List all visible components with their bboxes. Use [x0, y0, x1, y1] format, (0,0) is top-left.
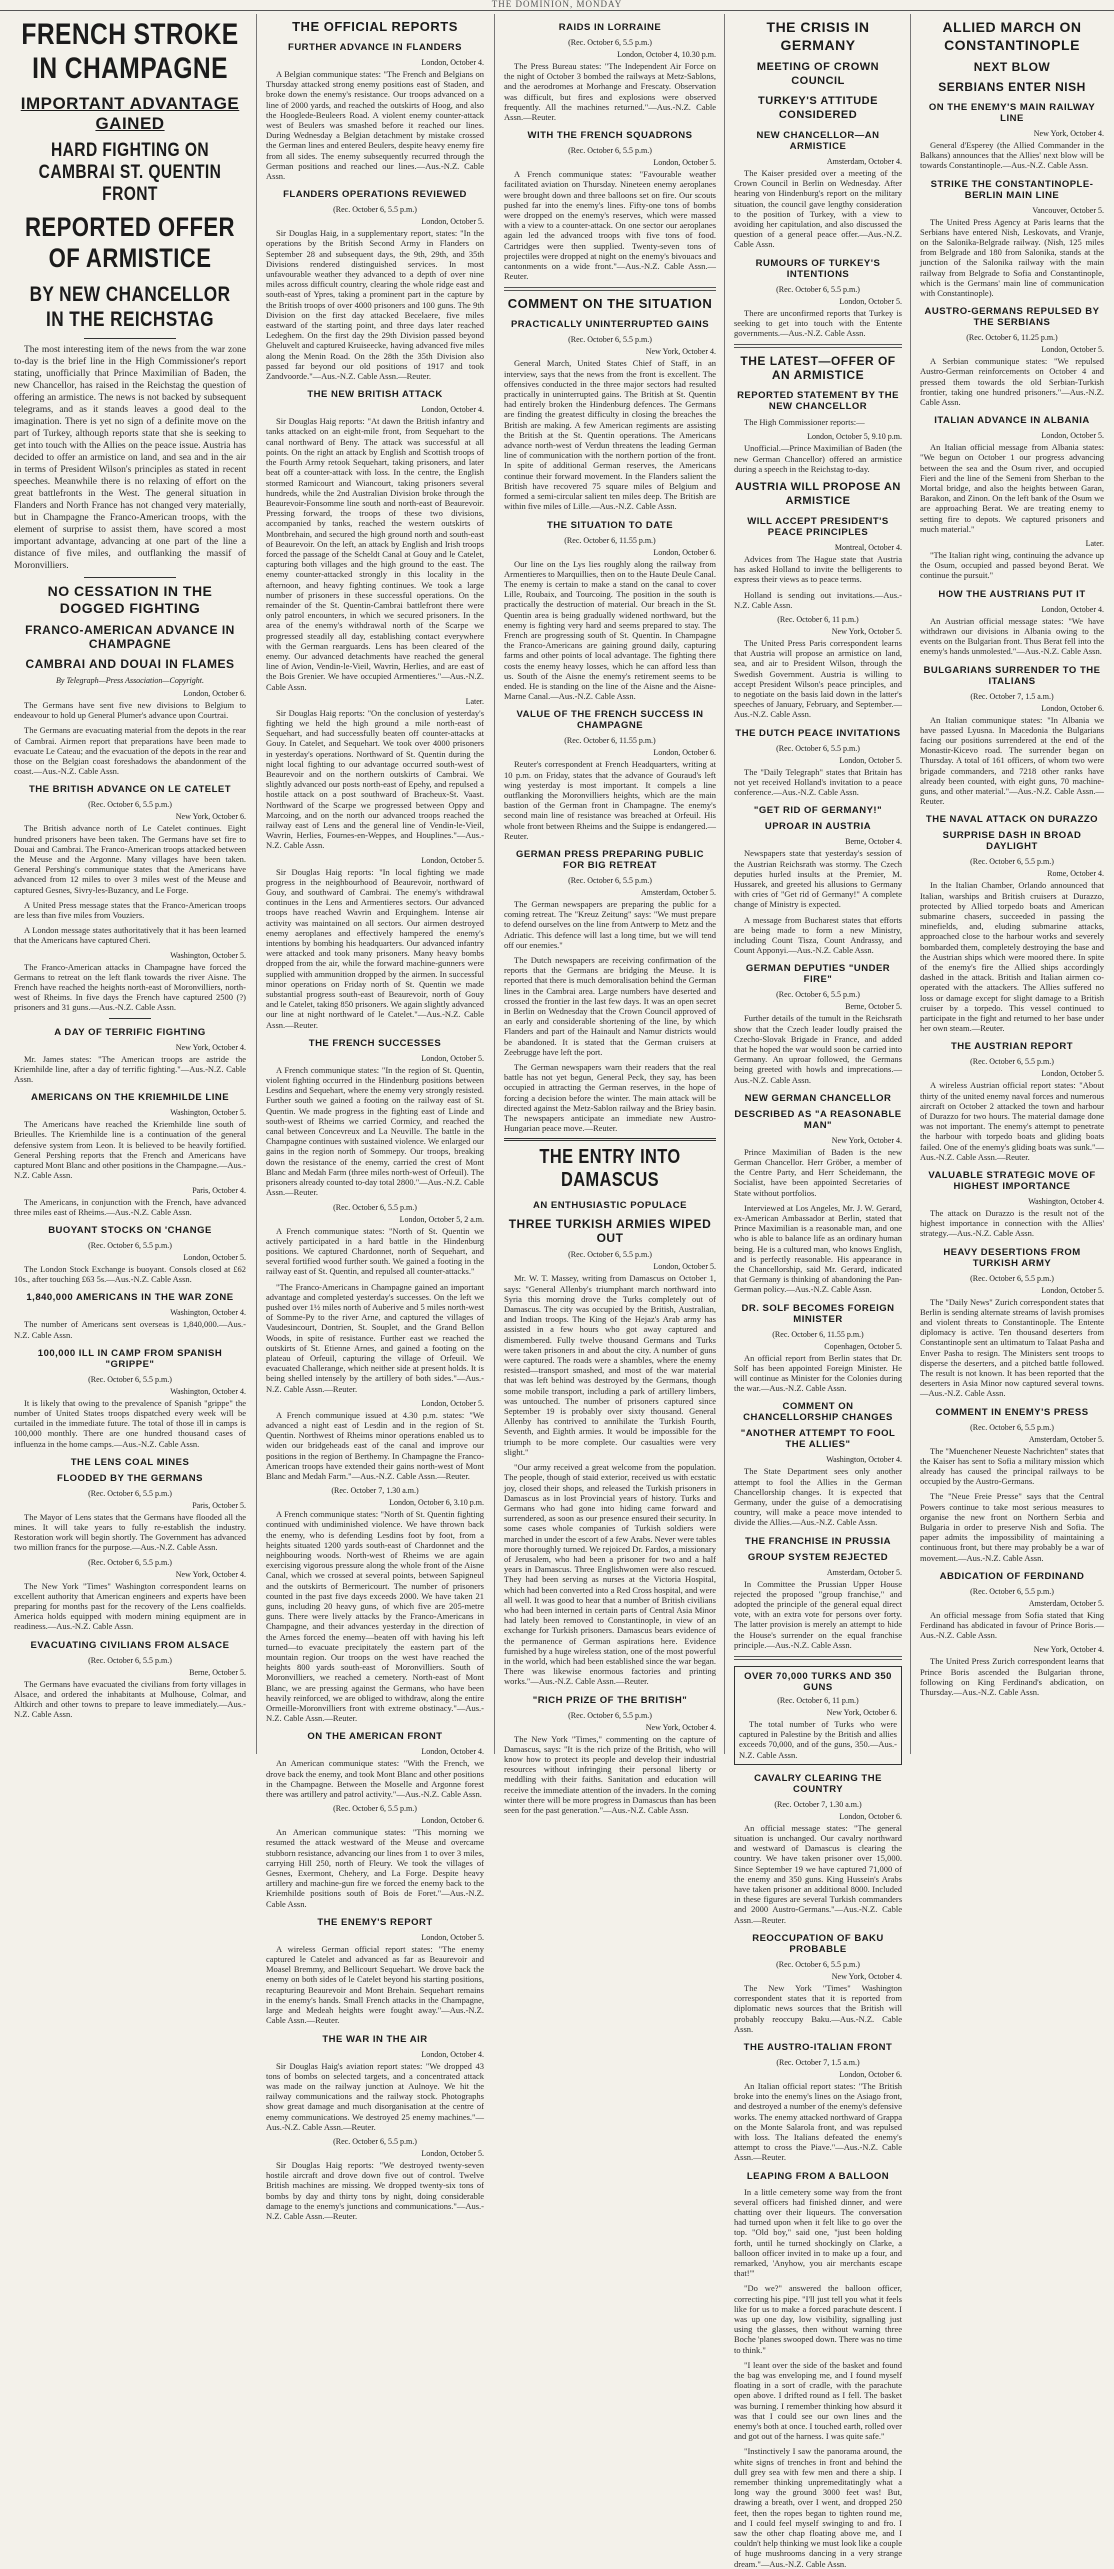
article-headline: THE LENS COAL MINES — [70, 1456, 190, 1468]
article-text: Reuter's correspondent at French Headquarters, writing at 10 p.m. on Friday, states that the advance of Gouraud's left wing yesterday is most important. It compels a line outflanking the Moronvilliers heights, which are the main bastion of the German front in Champagne. The enemy's second main line of resistance was breached at Orfeuil. His whole front between Rheims and the Suippe is endangered.—Reuter. — [504, 759, 716, 841]
article-text: The attack on Durazzo is the result not of the highest importance in connection with the Allies' strategy.—Aus.-N.Z. Cable Assn. — [920, 1208, 1104, 1239]
article-headline: ON THE AMERICAN FRONT — [307, 1731, 443, 1743]
dateline: London, October 6. — [653, 547, 716, 557]
article-headline: VALUE OF THE FRENCH SUCCESS IN CHAMPAGNE — [516, 709, 704, 732]
column-5 — [728, 14, 908, 2569]
column-1 — [8, 14, 252, 1754]
article-text: A French communique states: "Favourable weather facilitated aviation on Thursday. Nineteen enemy aeroplanes were brought down and three balloons set on fire. Our scouts pushed far into the enemy's lines. Fifty-one tons of bombs were dropped on the enemy's reserves, which were massed with a view to a counter-attack. On one sector our aeroplanes again led the advanced troops with five tons of food. Cartridges were then supplied. Twenty-seven tons of projectiles were dropped at night on the enemy's bivouacs and cantonments on a wide front."—Aus.-N.Z. Cable Assn.—Reuter. — [504, 169, 716, 282]
column-rule — [494, 14, 495, 1754]
dateline: New York, October 4. — [1033, 1645, 1104, 1655]
article-headline: THE AUSTRIAN REPORT — [950, 1041, 1074, 1053]
article-text: Further details of the tumult in the Reichsrath show that the Czech leader loudly praised the Czecho-Slovak Brigade in France, and added that he hoped the war would soon be carried into Germany. An uproar followed, the Germans being greeted with howls and imprecations.—Aus.-N.Z. Cable Assn. — [734, 1013, 902, 1085]
dateline: London, October 5, 9.10 p.m. — [807, 432, 902, 442]
article-text: A French communique states: "North of St. Quentin we actively participated in a hard battle in the Hindenburg positions. We captured Chardonnet, north of Sequehart, and several fortified wood further south. We gained a footing in the railway east of St. Quentin, and repulsed all counter-attacks." — [266, 1225, 484, 1277]
dateline: London, October 5. — [1041, 1285, 1104, 1295]
article-headline: THE FRANCHISE IN PRUSSIA — [744, 1535, 892, 1547]
column-2 — [260, 14, 490, 2221]
article-headline: AMERICANS ON THE KRIEMHILDE LINE — [30, 1092, 230, 1104]
dateline: New York, October 4. — [831, 1971, 902, 1981]
received-line: (Rec. October 6, 5.5 p.m.) — [776, 284, 860, 294]
dateline: New York, October 4. — [175, 1569, 246, 1579]
dateline: London, October 4. — [421, 58, 484, 67]
dateline: London, October 4. — [1041, 604, 1104, 614]
article-text: The State Department sees only another attempt to fool the Allies in the German Chancellorship changes. It is expected that Germany, under the guise of a democratising country, will make a peace move intended to divide the Allies.—Aus.-N.Z. Cable Assn. — [734, 1466, 902, 1528]
article-text: A London message states authoritatively that it has been learned that the Americans have captured Cheri. — [14, 925, 246, 946]
boxed-item — [734, 1666, 902, 1765]
article-text: It is likely that owing to the prevalence of Spanish "grippe" the number of United States troops dispatched every week will be curtailed in the immediate future. The total of those ill in camps is 100,000 monthly. There are one hundred thousand cases of influenza in the home camps.—Aus.-N.Z. Cable Assn. — [14, 1397, 246, 1449]
article-text: Sir Douglas Haig reports: "On the conclusion of yesterday's fighting we held the high ground a mile north-east of Sequehart, and had successfully beaten off counter-attacks at Gouy. In Catelet, and Sequehart. We took over 4000 prisoners in yesterday's operations. Northward of St. Quentin during the night local fighting to our advantage occurred south-west of Beaurevoir and on the northern outskirts of Cambrai. We slightly advanced our posts north-east of Epehy, and repulsed a hostile attack on a post southward of Bracheux-St. Vaast. Northward of the Scarpe we progressed between Oppy and Marcoing, and on the north our advanced troops reached the railway east of Lens and the general line of Vendin-le-Vieil, Wavrin, Herlies, Fournes-en-Weppes, and Houplines."—Aus.-N.Z. Cable Assn. — [266, 707, 484, 851]
article-text: The Franco-American attacks in Champagne have forced the Germans to retreat on the left flank towards the river Aisne. The French have reached the heights north-east of Moronvilliers, north-west of Rheims. In five days the French have captured 2500 (?) prisoners and 31 guns.—Aus.-N.Z. Cable Assn. — [14, 961, 246, 1013]
received-line: (Rec. October 6, 5.5 p.m.) — [568, 1250, 652, 1260]
article-text: General March, United States Chief of Staff, in an interview, says that the news from the front is excellent. The offensives conducted in the three major sectors had resulted practically in uninterrupted gains. The British at St. Quentin had entirely broken the Hindenburg defences. The Germans are finding the greatest difficulty in closing the breaches the British are making. A few American regiments are assisting the British at the St. Quentin operations. The Americans advance north-west of Verdun threatens the leading German line of communication with the northern portion of the front. In spite of additional German reserves, the Americans continue their forward movement. In the Flanders salient the British have recovered 75 square miles of Belgium and formed a semi-circular salient ten miles deep. The British are within five miles of Lille.—Aus.-N.Z. Cable Assn. — [504, 358, 716, 512]
dateline: Washington, October 4. — [1028, 1197, 1104, 1206]
article-text: An Austrian official message states: "We have withdrawn our divisions in Albania owing to the events on the Bulgarian front. Thus Berat fell into the enemy's hands unmolested."—Aus.-N.Z. Cable Assn. — [920, 615, 1104, 657]
received-line: (Rec. October 6, 5.5 p.m.) — [568, 1710, 652, 1720]
article-text: In the Italian Chamber, Orlando announced that Italian, warships and British cruisers at Durazzo, protected by Allied torpedo boats and American submarine chasers, succeeded in passing the minefields, and, eluding submarine attacks, approached close to the harbour works and severely bombarded them, completely destroying the base and the Austrian ships which were moored there. In spite of the enemy's fire the Allied ships accordingly dashed in the attack. British and Italian airmen co-operated with the attackers. The Allies suffered no loss or damage except for slight damage to a British cruiser by a torpedo. This vessel continued to participate in the fight and returned to her base under her own steam.—Reuter. — [920, 880, 1104, 1034]
article-text: The Germans have sent five new divisions to Belgium to endeavour to hold up General Plumer's advance upon Courtrai. — [14, 700, 246, 721]
article-text: The Germans have evacuated the civilians from forty villages in Alsace, and ordered the inhabitants at Mulhouse, Colmar, and Altkirch and other towns to prepare to leave immediately.—Aus.-N.Z. Cable Assn. — [14, 1678, 246, 1720]
byline: By Telegraph—Press Association—Copyright. — [56, 676, 204, 685]
headline-constantinople: ALLIED MARCH ON CONSTANTINOPLE — [942, 19, 1082, 53]
dateline: Washington, October 4. — [170, 1386, 246, 1396]
dateline: London, October 5. — [653, 1262, 716, 1272]
dateline: Rome, October 4. — [1047, 869, 1104, 879]
article-text: Prince Maximilian of Baden is the new German Chancellor. Herr Gröber, a member of the Centre Party, and Herr Scheidemann, the Socialist, have been appointed Secretaries of State without portfolios. — [734, 1146, 902, 1198]
article-text: A French communique issued at 4.30 p.m. states: "We advanced a night east of Lesdin and in the region of St. Quentin. Northwest of Rheims minor operations enabled us to widen our bridgeheads east of the canal and improve our positions in the region of Berthemy. In Champagne the Franco-American troops have extended their gains north-west of Mont Blanc and Medah Farm."—Aus.-N.Z. Cable Assn.—Reuter. — [266, 1409, 484, 1481]
dateline: London, October 5. — [421, 1398, 484, 1408]
dateline: Washington, October 5. — [170, 1108, 246, 1118]
article-text: The Press Bureau states: "The Independent Air Force on the night of October 3 bombed the railways at Metz-Sablons, and the aerodromes at Morhange and Frescaty. Observation was difficult, but fires and explosions were observed frequently. All the machines returned."—Aus.-N.Z. Cable Assn.—Reuter. — [504, 61, 716, 123]
article-text: A French communique states: "North of St. Quentin fighting continued with undiminished violence. We have thrown back the enemy, who is defending Lesdins foot by foot, from a heights situated 1200 yards south-east of Chardonnet and the neighbouring woods. North-west of Rheims we are again exercising vigorous pressure along the whole front of the Aisne Canal, which we crossed at several points, between Sapigneul and the outskirts of Bermericourt. The number of prisoners counted in the past five days exceeds 2000. We have taken 21 guns, including 20 heavy guns, of which five are 205-metre guns. There were lively attacks by the Franco-Americans in Champagne, and their advances yesterday in the direction of the Arnes forced the enemy—beaten off with having his left turned—to evacuate precipitately the eastern part of the mountain region. Our troops on the west have reached the heights 800 yards south-east of Moronvilliers. South of Moronvilliers, we reached a cemetery. North-east of Mont Blanc, we are pressing against the Germans, who have been heavily reinforced, we are obliged to withdraw, along the entire Ormeille-Moronvilliers front with extreme obstinacy."—Aus.-N.Z. Cable Assn.—Reuter. — [266, 1509, 484, 1724]
received-line: (Rec. October 7, 1.30 a.m.) — [331, 1486, 419, 1496]
divider — [109, 1018, 151, 1019]
article-headline: PRACTICALLY UNINTERRUPTED GAINS — [510, 319, 710, 331]
received-line: (Rec. October 6, 11.55 p.m.) — [564, 736, 656, 746]
article-text: A Belgian communique states: "The French and Belgians on Thursday attacked strong enemy positions east of Staden, and broke down the enemy's resistance. Our troops advanced on a line of 2000 yards, and reached the outskirts of Hoog, and also the Hooglede-Beuleers Road. A violent enemy counter-attack west of Beulers was smashed before it reached our lines. During Wednesday a Belgian detachment by mistake crossed the German lines and entered Beulers, despite heavy enemy fire from all sides. The enemy subsequently recurred through the German positions and reached our lines.—Aus.-N.Z. Cable Assn. — [266, 69, 484, 182]
dateline: Berne, October 5. — [189, 1667, 246, 1677]
article-headline: AUSTRO-GERMANS REPULSED BY THE SERBIANS — [924, 306, 1100, 329]
subhead-turkish-armies: THREE TURKISH ARMIES WIPED OUT — [508, 1217, 712, 1246]
article-text: Mr. W. T. Massey, writing from Damascus on October 1, says: "General Allenby's triumphant march northward into Syria this morning drove the Turks completely out of Damascus. The city was occupied by the British, Australian, and Indian troops. The King of the Hejaz's Arab army has assisted in a few hours who got away captured and dismembered. Fully twelve thousand Germans and Turks were taken prisoners in and about the city. A number of guns were captured. The roads were a shambles, where the enemy resisted—transport smashed, and most of the war material that was left behind was destroyed by the Germans, though some mobile transport, including a park of artillery limbers, was untouched. The number of prisoners captured since September 19 is probably over sixty thousand. General Allenby has contrived to annihilate the Turkish Fourth, Seventh, and Eighth armies. It would be impossible for the triumph to be more complete. Our casualties were very slight." — [504, 1273, 716, 1457]
received-line: (Rec. October 6, 5.5 p.m.) — [333, 2136, 417, 2146]
article-text: "I leant over the side of the basket and found the bag was enveloping me, and I found myself floating in a sort of cradle, with the parachute open above. I drifted round as I fell. The basket was burning. I remember thinking how absurd it was that I could see our own lines and the enemy's both at once. I touched earth, rolled over and got out of the harness. I was quite safe." — [734, 2359, 902, 2442]
article-text: The total number of Turks who were captured in Palestine by the British and allies exceeds 70,000, and of the guns, 350.—Aus.-N.Z. Cable Assn. — [739, 1719, 897, 1760]
article-headline: "GET RID OF GERMANY!" — [753, 805, 883, 817]
article-text: The "Daily Telegraph" states that Britain has not yet received Holland's invitation to a peace conference.—Aus.-N.Z. Cable Assn. — [734, 766, 902, 798]
article-text: The Americans have reached the Kriemhilde line south of Brieulles. The Kriemhilde line is a continuation of the general defensive system from Leon. It is believed to be heavily fortified. General Pershing reports that the French and Americans have captured Mont Blanc and other positions in the Champagne.—Aus.-N.Z. Cable Assn. — [14, 1119, 246, 1181]
article-text: Sir Douglas Haig reports: "We destroyed twenty-seven hostile aircraft and drove down five out of control. Twelve British machines are missing. We dropped twenty-six tons of bombs by day and thirty tons by night, doing considerable damage to the enemy's junctions and communications."—Aus.-N.Z. Cable Assn.—Reuter. — [266, 2159, 484, 2221]
article-headline: A DAY OF TERRIFIC FIGHTING — [54, 1026, 206, 1038]
dateline: Berne, October 4. — [845, 837, 902, 847]
divider — [504, 1138, 716, 1141]
article-text: The London Stock Exchange is buoyant. Consols closed at £62 10s., after touching £63 5s.—Aus.-N.Z. Cable Assn. — [14, 1263, 246, 1285]
article-headline: BUOYANT STOCKS ON 'CHANGE — [48, 1224, 212, 1236]
dateline: London, October 6, 3.10 p.m. — [389, 1498, 484, 1508]
article-text: "The Franco-Americans in Champagne gained an important advantage and completed yesterday's successes. On the left we pushed over 1½ miles north of Auberive and 5 miles north-west of Somme-Py to the river Arne, and captured the villages of Vaudesincourt, Dontrien, St. Souplet, and the Grand Bellon Woods, in spite of resistance. Further east we reached the outskirts of St. Etienne Arnes, and gained a footing on the plateau of Orfeuil, capturing the village of Orfeuil. We evacuated Challerange, which neither side at present holds. It is being shelled intensely by the artillery of both sides."—Aus.-N.Z. Cable Assn.—Reuter. — [266, 1281, 484, 1394]
dateline: New York, October 5. — [831, 627, 902, 637]
dateline: London, October 6. — [839, 1811, 902, 1821]
headline-armistice: REPORTED OFFER OF ARMISTICE — [25, 212, 235, 273]
dateline: Later. — [1085, 539, 1104, 549]
received-line: (Rec. October 6, 5.5 p.m.) — [776, 1959, 860, 1969]
dateline: New York, October 4. — [831, 1135, 902, 1145]
received-line: (Rec. October 7, 1.5 a.m.) — [970, 691, 1054, 701]
column-rule — [724, 14, 725, 1754]
article-text: In Committee the Prussian Upper House rejected the proposed "group franchise," and adopted the principle of the general equal direct vote, with an extra vote for persons over forty. The latter provision is merely an attempt to hide the House's surrender on the equal franchise principle.—Aus.-N.Z. Cable Assn. — [734, 1578, 902, 1650]
main-headline: FRENCH STROKE IN CHAMPAGNE — [21, 18, 239, 85]
article-text: An official report from Berlin states that Dr. Solf has been appointed Foreign Minister. He will continue as Minister for the Colonies during the war.—Aus.-N.Z. Cable Assn. — [734, 1352, 902, 1394]
dateline: London, October 4. — [421, 405, 484, 415]
article-headline: ABDICATION OF FERDINAND — [939, 1570, 1085, 1582]
article-text: Our line on the Lys lies roughly along the railway from Armentieres to Marquillies, then on to the Haute Deule Canal. The enemy is certain to make a stand on the canal to cover Lille, Roubaix, and Tourcoing. The position in the south is practically the destruction of material. Our breach in the St. Quentin area is being gradually widened northward, but the enemy is fighting very hard and seems prepared to stay. The French are progressing south of St. Quentin. In Champagne the Franco-Americans are gaining ground daily, capturing farms and other points of local advantage. The fighting there costs the enemy heavy losses, which he can afford less than us. South of the Aisne the enemy's retirement seems to be ended. He is standing on the line of the Aisne and the Aisne-Marne Canal.—Aus.-N.Z. Cable Assn. — [504, 558, 716, 702]
subhead-crown-council: MEETING OF CROWN COUNCIL — [756, 61, 880, 87]
dateline: London, October 5. — [421, 1932, 484, 1942]
article-text: A message from Bucharest states that efforts are being made to form a new Ministry, including Count Tisza, Count Andrassy, and Count Apponyi.—Aus.-N.Z. Cable Assn. — [734, 914, 902, 956]
subhead-nish: SERBIANS ENTER NISH — [938, 80, 1086, 94]
article-subhead: DESCRIBED AS "A REASONABLE MAN" — [734, 1108, 902, 1131]
received-line: (Rec. October 6, 5.5 p.m.) — [568, 335, 652, 345]
received-line: (Rec. October 6, 11.55 p.m.) — [564, 535, 656, 545]
article-text: An Italian official message from Albania states: "We begun on October 1 our progress advancing between the sea and the Osum river, and occupied Fieri and the line of the Semeni from Sherban to the Mortal bridge, and also the heights between Garan, Barakon, and Zinon. On the left bank of the Osum we are approaching Berat. We are treating enemy to setting fire to depots. We captured prisoners and much material." — [920, 442, 1104, 534]
dateline: London, October 5. — [1041, 1069, 1104, 1079]
received-line: (Rec. October 6, 5.5 p.m.) — [88, 800, 172, 810]
subhead-advantage: IMPORTANT ADVANTAGE GAINED — [20, 94, 240, 133]
article-headline: THE NAVAL ATTACK ON DURAZZO — [925, 814, 1099, 826]
article-text: "Our army received a great welcome from the population. The people, though of staid exterior, received us with ecstatic joy, closed their shops, and released the Turkish prisoners in Damascus as in lost Provincial years of history. Turks and Germans who had gone into hiding came forward and surrendered, as soon as our presence ensured their security. In some cases whole companies of Turkish soldiers were marched in under the escort of a few Arabs. Never were tables more thoroughly turned. We rejoiced Dr. Fardos, a missionary of Jerusalem, who had been a prisoner for two and a half years in Damascus. Three Englishwomen were also rescued. They had been serving as nurses at the Victoria Hospital, which had been converted into a Red Cross hospital, and were all well. It was good to hear that a number of British civilians who had been interned in certain parts of Central Asia Minor had lately been removed to Constantinople, in view of an exchange for Turkish prisoners. Damascus bears evidence of the permanence of German aspirations here. Evidence furnished by a huge wireless station, one of the most powerful in the world, which had been established since the war began. There was likewise enormous factories and printing works."—Aus.-N.Z. Cable Assn.—Reuter. — [504, 1462, 716, 1687]
headline-crisis: THE CRISIS IN GERMANY — [766, 19, 870, 53]
article-headline: FURTHER ADVANCE IN FLANDERS — [288, 42, 462, 53]
article-text: The Mayor of Lens states that the Germans have flooded all the mines. It will take years to fully re-establish the industry. Restoration work will begin shortly. The Government has advanced two million francs for the purpose.—Aus.-N.Z. Cable Assn. — [14, 1511, 246, 1553]
article-text: The United Press Zurich correspondent learns that Prince Boris ascended the Bulgarian throne, following on King Ferdinand's abdication, on Thursday.—Aus.-N.Z. Cable Assn. — [920, 1656, 1104, 1698]
subhead-turkey: TURKEY'S ATTITUDE CONSIDERED — [758, 95, 878, 121]
dateline: Amsterdam, October 4. — [826, 157, 902, 166]
article-headline: FLANDERS OPERATIONS REVIEWED — [283, 189, 467, 201]
article-headline: COMMENT IN ENEMY'S PRESS — [935, 1406, 1089, 1418]
received-line: (Rec. October 6, 5.5 p.m.) — [970, 1057, 1054, 1067]
article-headline: THE DUTCH PEACE INVITATIONS — [735, 727, 901, 739]
dateline: London, October 6. — [421, 1816, 484, 1826]
article-subhead: SURPRISE DASH IN BROAD DAYLIGHT — [942, 830, 1082, 853]
masthead: THE DOMINION, MONDAY — [0, 0, 1114, 11]
headline-chancellor: BY NEW CHANCELLOR IN THE REICHSTAG — [29, 283, 231, 331]
article-headline: RAIDS IN LORRAINE — [558, 22, 662, 33]
received-line: (Rec. October 6, 5.5 p.m.) — [333, 1804, 417, 1814]
article-headline: THE FRENCH SUCCESSES — [308, 1037, 442, 1049]
article-headline: THE NEW BRITISH ATTACK — [307, 389, 443, 401]
article-headline: VALUABLE STRATEGIC MOVE OF HIGHEST IMPORTANCE — [928, 1170, 1096, 1192]
article-text: The Kaiser presided over a meeting of the Crown Council in Berlin on Wednesday. After hearing von Hindenburg's report on the military situation, the council gave lengthy consideration to the position of Turkey, with a view to avoiding her capitulation, and also discussed the question of a general peace offer.—Aus.-N.Z. Cable Assn. — [734, 168, 902, 250]
section-headline: COMMENT ON THE SITUATION — [507, 296, 713, 312]
article-headline: COMMENT ON CHANCELLORSHIP CHANGES — [743, 1401, 893, 1424]
article-text: The German newspapers are preparing the public for a coming retreat. The "Kreuz Zeitung" says: "We must prepare to defend ourselves on the line from Antwerp to Metz and the Adriatic. This defence will last a long time, but we will tend off our enemies." — [504, 898, 716, 950]
column-6 — [914, 14, 1110, 1754]
subhead-populace: AN ENTHUSIASTIC POPULACE — [533, 1200, 687, 1212]
dateline: New York, October 4. — [175, 1042, 246, 1052]
article-text: The High Commissioner reports:— — [744, 417, 865, 428]
received-line: (Rec. October 6, 5.5 p.m.) — [568, 875, 652, 885]
dateline: Berne, October 5. — [845, 1002, 902, 1012]
received-line: (Rec. October 6, 5.5 p.m.) — [333, 1202, 417, 1212]
subhead-new-chancellor: NEW CHANCELLOR—AN ARMISTICE — [756, 130, 880, 152]
dateline: London, October 6. — [1041, 703, 1104, 713]
column-rule — [910, 14, 911, 1754]
received-line: (Rec. October 6, 11 p.m.) — [777, 615, 859, 625]
headline-no-cessation: NO CESSATION IN THE DOGGED FIGHTING — [47, 583, 213, 616]
article-text: Advices from The Hague state that Austria has asked Holland to invite the belligerents to express their views as to peace terms. — [734, 554, 902, 585]
dateline: New York, October 4. — [1033, 129, 1104, 138]
article-text: A wireless Austrian official report states: "About thirty of the united enemy naval forces and numerous aircraft on October 2 attacked the town and harbour of Durazzo for two hours. The material damage done was not important. The enemy's attempt to penetrate the harbour with torpedo boats and gliding boats failed. One of the enemy's gliding boats was sunk."—Aus.-N.Z. Cable Assn.—Reuter. — [920, 1080, 1104, 1162]
article-headline: RUMOURS OF TURKEY'S INTENTIONS — [755, 257, 881, 280]
box-headline: OVER 70,000 TURKS AND 350 GUNS — [744, 1671, 892, 1694]
article-text: A wireless German official report states: "The enemy captured le Catelet and advanced as far as Beaurevoir and Moasel Bremmy, and Bellicourt Sequehart. We drove back the enemy on both sides of le Catelet beyond his starting positions, recapturing Beaurevoir and Mont Brehain. Sequehart remains in the enemy's hands. Small French attacks in the Champagne, large and Medeah heights were fought away."—Aus.-N.Z. Cable Assn.—Reuter. — [266, 1943, 484, 2026]
article-subhead: FLOODED BY THE GERMANS — [57, 1472, 203, 1484]
divider — [734, 344, 902, 348]
article-text: The Americans, in conjunction with the French, have advanced three miles east of Rheims.—Aus.-N.Z. Cable Assn. — [14, 1196, 246, 1217]
dateline: New York, October 6. — [175, 812, 246, 822]
dateline: Copenhagen, October 5. — [824, 1341, 902, 1351]
article-text: The New York "Times" Washington correspondent states that it is reported from diplomatic news sources that the British will probably reoccupy Baku.—Aus.-N.Z. Cable Assn. — [734, 1982, 902, 2034]
divider — [734, 1656, 902, 1660]
article-text: Newspapers state that yesterday's session of the Austrian Reichsrath was stormy. The Czech deputies hurled insults at the Premier, M. Hussarek, and greeted his allusions to Germany with cries of "Get rid of Germany!" A complete change of Ministry is expected. — [734, 848, 902, 910]
dateline: New York, October 6. — [826, 1708, 897, 1718]
article-headline: ITALIAN ADVANCE IN ALBANIA — [934, 415, 1090, 427]
dateline: London, October 6. — [653, 748, 716, 758]
received-line: (Rec. October 6, 5.5 p.m.) — [970, 1273, 1054, 1283]
article-text: The British advance north of Le Catelet continues. Eight hundred prisoners have been taken. The Germans have set fire to Douai and Cambrai. The Franco-American troops attacked between the Meuse and the Argonne. Many villages have been taken. General Pershing's communique states that the Americans have advanced from 12 miles to over 3 miles west of the Meuse and captured Gesnes, Sivry-les-Buzancy, and Le Forge. — [14, 823, 246, 895]
article-headline: THE WAR IN THE AIR — [322, 2033, 428, 2045]
dateline: Washington, October 5. — [170, 950, 246, 960]
dateline: London, October 4, 10.30 p.m. — [617, 50, 716, 59]
article-headline: THE BRITISH ADVANCE ON LE CATELET — [28, 784, 232, 796]
article-headline: 100,000 ILL IN CAMP FROM SPANISH "GRIPPE" — [37, 1347, 223, 1370]
article-text: Mr. James states: "The American troops are astride the Kriemhilde line, after a day of terrific fighting."—Aus.-N.Z. Cable Assn. — [14, 1053, 246, 1085]
dateline: London, October 5. — [1041, 345, 1104, 355]
dateline: London, October 5. — [653, 158, 716, 168]
article-subhead: "ANOTHER ATTEMPT TO FOOL THE ALLIES" — [740, 1428, 896, 1451]
received-line: (Rec. October 6, 5.5 p.m.) — [776, 743, 860, 753]
subhead-peace-principles: WILL ACCEPT PRESIDENT'S PEACE PRINCIPLES — [747, 516, 889, 539]
article-headline: WITH THE FRENCH SQUADRONS — [527, 130, 693, 142]
article-text: Sir Douglas Haig, in a supplementary report, states: "In the operations by the British Second Army in Flanders on September 28 and subsequent days, the 9th, 29th, and 35th Divisions rendered distinguished services. In most unfavourable weather they advanced to a depth of over nine miles across difficult country, clearing the whole ridge east and south-east of Ypres, taking a prominent part in the capture by the British troops of over 4000 prisoners and 100 guns. The 9th Division on the first day attacked Becelaere, five miles eastward of the starting point, and three days later reached Ledeghem. On the first day the 29th Division passed beyond Gheluvelt and captured Kruiseecke, having advanced five miles along the Menin Road. On the 28th the 35th Division also passed far beyond our old positions of 1917 and took Zandvoorde."—Aus.-N.Z. Cable Assn.—Reuter. — [266, 228, 484, 382]
dateline: Amsterdam, October 5. — [826, 1567, 902, 1577]
article-text: Interviewed at Los Angeles, Mr. J. W. Gerard, ex-American Ambassador at Berlin, stated that Prince Maximilian is a reasonable man, and one who is able to balance life as an ordinary human being. He is a cultured man, who knows English, and is perfectly reasonable. His appearance in the Chancellorship, said Mr. Gerard, indicated that Germany is thinking of abandoning the Pan-German policy.—Aus.-N.Z. Cable Assn. — [734, 1202, 902, 1295]
received-line: (Rec. October 6, 5.5 p.m.) — [88, 1655, 172, 1665]
dateline: London, October 6. — [839, 2069, 902, 2079]
received-line: (Rec. October 6, 5.5 p.m.) — [568, 146, 652, 156]
dateline: Paris, October 4. — [192, 1185, 246, 1195]
dateline: London, October 4. — [421, 2049, 484, 2059]
dateline: New York, October 4. — [645, 347, 716, 357]
article-text: The United Press Agency at Paris learns that the Serbians have entered Nish, Leskovats, and Vranje, on the Salonika-Belgrade railway. (Nish, 125 miles from Belgrade and 180 from Salonika, stands at the junction of the Salonika railway with the main railway from Belgrade to Sofia and Constantinople, which is the Germans' main line of communication with Constantinople). — [920, 216, 1104, 299]
article-headline: BULGARIANS SURRENDER TO THE ITALIANS — [923, 664, 1101, 687]
dateline: London, October 5. — [421, 855, 484, 865]
received-line: (Rec. October 6, 5.5 p.m.) — [568, 38, 652, 47]
received-line: (Rec. October 7, 1.30 a.m.) — [774, 1799, 862, 1809]
subhead-reported-statement: REPORTED STATEMENT BY THE NEW CHANCELLOR — [737, 390, 899, 413]
article-text: A French communique states: "In the region of St. Quentin, violent fighting occurred in the Hindenburg positions between Lesdins and Sequehart, where the enemy very strongly resisted. Further south we gained a footing on the railway east of St. Quentin. We made progress in the fighting east of Linde and south-west of Rheims we carried Cormicy, and reached the canal between Concevreux and La Neuville. The battle in the Champagne continues with sustained violence. We enlarged our gains in the region north of Sommepy. Our troops, breaking down the resistance of the enemy, carried the crest of Mont Blanc and Medah Farm (three miles north-west of Orfeuil). The prisoners already counted to-day total 2800."—Aus.-N.Z. Cable Assn.—Reuter. — [266, 1064, 484, 1198]
lead-summary: The most interesting item of the news from the war zone to-day is the brief line in the High Commissioner's report stating, unofficially that Prince Maximilian of Baden, the new Chancellor, has raised in the Reichstag the question of offering an armistice. The news is not backed by subsequent telegrams, and as it stands leaves a good deal to the imagination. There is yet no sign of a definite move on the part of Turkey, although reports state that she is seeking to get into touch with the Allies on the peace issue. Austria has decided to offer an armistice on land, and sea and in the air in terms of President Wilson's principles as stated in recent speeches. Meanwhile there is no relaxing of effort on the great battlefronts in the West. The general situation in Flanders and North France has not changed very materially, but in Champagne the Franco-American troops, with the element of surprise to assist them, have scored a most important advantage, advancing at one part of the line a distance of five miles, and outflanking the massif of Moronvilliers. — [14, 345, 246, 571]
dateline: London, October 4. — [421, 1747, 484, 1757]
dateline: London, October 5. — [839, 755, 902, 765]
received-line: (Rec. October 6, 11.25 p.m.) — [966, 333, 1058, 343]
article-text: There are unconfirmed reports that Turkey is seeking to get into touch with the Entente governments.—Aus.-N.Z. Cable Assn. — [734, 307, 902, 339]
received-line: (Rec. October 6, 5.5 p.m.) — [333, 205, 417, 215]
article-text: Unofficial.—Prince Maximilian of Baden (the new German Chancellor) offered an armistice during a speech in the Reichstag to-day. — [734, 443, 902, 474]
article-headline: STRIKE THE CONSTANTINOPLE-BERLIN MAIN LINE — [930, 178, 1094, 201]
dateline: London, October 5. — [183, 1252, 246, 1262]
received-line: (Rec. October 6, 5.5 p.m.) — [970, 857, 1054, 867]
article-text: Sir Douglas Haig's aviation report states: "We dropped 43 tons of bombs on selected targets, and a concentrated attack was made on the railway junction at Aulnoye. We hit the railway communications and the railway stock. Photographs show great damage and much disorganisation at the centre of enemy communications. We destroyed 25 enemy machines."—Aus.-N.Z. Cable Assn.—Reuter. — [266, 2060, 484, 2132]
article-subhead: GROUP SYSTEM REJECTED — [747, 1551, 889, 1563]
article-headline: "RICH PRIZE OF THE BRITISH" — [532, 1694, 688, 1706]
received-line: (Rec. October 6, 5.5 p.m.) — [88, 1374, 172, 1384]
received-line: (Rec. October 6, 5.5 p.m.) — [88, 1240, 172, 1250]
dateline: Washington, October 4. — [826, 1455, 902, 1465]
article-text: An American communique states: "With the French, we drove back the enemy, and took Mont Blanc and other positions in the Champagne. Between the Moselle and Argonne forest there was artillery and patrol activity."—Aus.-N.Z. Cable Assn. — [266, 1758, 484, 1800]
article-headline: GERMAN PRESS PREPARING PUBLIC FOR BIG RETREAT — [516, 848, 704, 871]
article-text: Sir Douglas Haig reports: "At dawn the British infantry and tanks attacked on an eight-mile front, from Sequehart to the canal northward of Beny. The attack was successful at all points. On the right an attack by English and Scottish troops of the Fourth Army retook Sequehart, taking prisoners, and later beat off a counter-attack with loss. In the centre, the English stormed Ramicourt and Wiancourt, taking prisoners several hundreds, while the 2nd Australian Division broke through the Beaurevoir-Fonsomme line south and north-east of Beaurevoir. Pressing forward, the troops of these two divisions, accompanied by tanks, reached the western outskirts of Montbrehain, and secured the high ground north and south-east of Beaurevoir. On the left, an attack by English and Irish troops forced the passage of the Scheldt Canal at Gouy and le Catelet, capturing both villages and the high ground to the east. The enemy counter-attacked strongly in this locality in the afternoon, and heavy fighting continues. We took a large number of prisoners in these successful operations. On the remainder of the St. Quentin-Cambrai battlefront there were only patrol encounters, in which we secured prisoners. In the area of the enemy's withdrawal north of the Scarpe we progressed steadily all day, establishing contact everywhere with the German rearguards. Lens has been cleared of the enemy. Our advanced detachments have reached the general line of Avion, Vendin-le-Vieil, Wavrin, Herlies, and are east of the Bois Grenier. We have occupied Armentieres."—Aus.-N.Z. Cable Assn. — [266, 416, 484, 692]
dateline: London, October 5. — [1041, 431, 1104, 441]
article-headline: EVACUATING CIVILIANS FROM ALSACE — [30, 1639, 230, 1651]
article-headline: GERMAN DEPUTIES "UNDER FIRE" — [745, 963, 891, 986]
dateline: London, October 5. — [421, 1053, 484, 1063]
dateline: London, October 5. — [421, 2148, 484, 2158]
received-line: (Rec. October 7, 1.5 a.m.) — [776, 2057, 860, 2067]
divider — [84, 577, 177, 578]
article-text: The New York "Times," commenting on the capture of Damascus, says: "It is the rich prize of the British, who will know how to protect its people and develop their industrial resources without infringing their personal liberty or meddling with their faiths. Sanitation and education will receive the immediate attention of the invaders. In the coming winter there will be more progress in Damascus than has been seen for the past generation."—Aus.-N.Z. Cable Assn. — [504, 1733, 716, 1815]
dateline: Montreal, October 4. — [834, 543, 902, 553]
article-headline: THE ENEMY'S REPORT — [317, 1916, 433, 1928]
article-text: The Dutch newspapers are receiving confirmation of the reports that the Germans are bridging the Meuse. It is reported that there is much demoralisation behind the German lines in the Cambrai area. Large numbers have deserted and crossed the frontier in the last few days. It was an open secret in Berlin on Wednesday that the Crown Council approved of an early and considerable shortening of the line, by which Flanders and part of the Hainault and Namur districts would be abandoned. It is stated that the German cruisers at Zeebrugge have left the port. — [504, 954, 716, 1057]
received-line: (Rec. October 6, 5.5 p.m.) — [88, 1488, 172, 1498]
received-line: (Rec. October 6, 5.5 p.m.) — [88, 1557, 172, 1567]
headline-damascus: THE ENTRY INTO DAMASCUS — [539, 1146, 681, 1192]
article-text: The New York "Times" Washington correspondent learns on excellent authority that American engineers and experts have been preparing for months past for the recovery of the Lens coalfields. America holds equipped with modern mining equipment are in readiness.—Aus.-N.Z. Cable Assn. — [14, 1580, 246, 1632]
column-rule — [256, 14, 257, 1754]
article-text: A United Press message states that the Franco-American troops are less than five miles from Vouziers. — [14, 899, 246, 921]
article-headline: CAVALRY CLEARING THE COUNTRY — [754, 1772, 882, 1795]
article-text: The "Neue Freie Presse" says that the Central Powers continue to take most serious measures to organise the new front on Northern Serbia and Bulgaria in order to preserve Nish and Sofia. The paper admits the impossibility of maintaining a continuous front, but there may probably be a war of movement.—Aus.-N.Z. Cable Assn. — [920, 1491, 1104, 1563]
dateline: New York, October 4. — [645, 1722, 716, 1732]
article-text: An official message states: "The general situation is unchanged. Our cavalry northward and westward of Damascus is clearing the country. We have taken prisoner over 15,000. Since September 19 we have captured 71,000 of the enemy and 350 guns. King Hussein's Arabs have taken prisoner an additional 8000. Included in these figures are several Turkish commanders and 2000 Austro-Germans."—Aus.-N.Z. Cable Assn.—Reuter. — [734, 1822, 902, 1925]
dateline: Vancouver, October 5. — [1032, 205, 1104, 215]
subhead-next-blow: NEXT BLOW — [973, 60, 1051, 74]
dateline: Later. — [465, 696, 484, 706]
column-3 — [498, 14, 722, 1815]
article-text: The German newspapers warn their readers that the real battle has not yet begun, General Peck, they say, has been occupied in attracting the German reserves, in the hope of forcing a decision before the winter. The main attack will be directed against the Metz-Sablon railway and the Briey basin. The newspapers anticipate an immediate new Austro-Hungarian peace move.—Reuter. — [504, 1062, 716, 1134]
divider — [84, 338, 177, 339]
article-text: An official message from Sofia stated that King Ferdinand has abdicated in favour of Prince Boris.—Aus.-N.Z. Cable Assn. — [920, 1609, 1104, 1641]
article-text: The Germans are evacuating material from the depots in the rear of Cambrai. Airmen report that preparations have been made to evacuate Le Cateau; and the evacuation of the depots in the rear and those on the Belgian coast foreshadows the abandonment of the coast.—Aus.-N.Z. Cable Assn. — [14, 725, 246, 777]
subhead-franco-american: FRANCO-AMERICAN ADVANCE IN CHAMPAGNE — [25, 623, 235, 651]
headline-austria-armistice: AUSTRIA WILL PROPOSE AN ARMISTICE — [735, 481, 901, 508]
article-text: The United Press Paris correspondent learns that Austria will propose an armistice on land, sea, and air to President Wilson, through the Swedish Government. Austria is willing to accept President Wilson's peace principles, and to negotiate on the basis laid down in the latter's speeches of January, February, and September.—Aus.-N.Z. Cable Assn. — [734, 638, 902, 720]
article-headline: REOCCUPATION OF BAKU PROBABLE — [752, 1932, 884, 1955]
article-headline: THE SITUATION TO DATE — [546, 519, 674, 531]
article-subhead: UPROAR IN AUSTRIA — [764, 821, 872, 833]
article-text: Sir Douglas Haig reports: "In local fighting we made progress in the neighbourhood of Beaurevoir, northward of Gouy, and southward of Cambrai. The enemy's withdrawal continues in the Lens and Armentieres sectors. Our advanced troops have reached Wavrin and Erquinghem. Intense air activity was maintained on all sectors. Our airmen destroyed enemy aeroplanes and effectively hampered the enemy's intentions by bombing his headquarters. Our advanced infantry were attacked and took many prisoners. Many heavy bombs dropped from the air, while the forward machine-gunners were supplied with ammunition dropped by the airmen. In successful minor operations on Friday north of St. Quentin we made substantial progress south-east of Beaurevoir, north of Gouy and le Catelet, taking 850 prisoners. We again slightly advanced our line at night northward of le Catelet."—Aus.-N.Z. Cable Assn.—Reuter. — [266, 866, 484, 1030]
article-headline: THE AUSTRO-ITALIAN FRONT — [743, 2041, 893, 2053]
dateline: Amsterdam, October 5. — [640, 887, 716, 897]
article-text: "Do we?" answered the balloon officer, correcting his pipe. "I'll just tell you what it feels like for us to make a forced parachute descent. I was up one day, low visibility, signalling just using the glasses, then without warning three Boche 'planes swooped down. There was no time to think." — [734, 2283, 902, 2355]
dateline: Amsterdam, October 5. — [1028, 1598, 1104, 1608]
dateline: London, October 6. — [183, 689, 246, 698]
dateline: Amsterdam, October 5. — [1028, 1434, 1104, 1444]
subhead-railway: ON THE ENEMY'S MAIN RAILWAY LINE — [928, 102, 1096, 124]
received-line: (Rec. October 6, 11 p.m.) — [777, 1696, 859, 1706]
article-text: The "Daily News" Zurich correspondent states that Berlin is sending alternate streams of lavish promises and violent threats to Constantinople. The Entente diplomacy is active. Ten thousand deserters from Constantinople sent an ultimatum to Talaat Pasha and Enver Pasha to resign. The Ministers sent troops to disperse the deserters, and a pitched battle followed. The result is not known. It has been reported that the deserters in Asia Minor now captured several towns.—Aus.-N.Z. Cable Assn. — [920, 1296, 1104, 1399]
subhead-cambrai-douai: CAMBRAI AND DOUAI IN FLAMES — [25, 657, 235, 671]
article-text: The number of Americans sent overseas is 1,840,000.—Aus.-N.Z. Cable Assn. — [14, 1319, 246, 1340]
article-text: In a little cemetery some way from the front several officers had finished dinner, and were chatting over their liqueurs. The conversation had turned upon when it felt like to go over the top. "Old boy," said one, "just been holding forth, until he turned shockingly on Clarke, a balloon officer invited in to make up a four, and remarked, 'Anyhow, you air merchants escape that!'" — [734, 2186, 902, 2279]
article-headline: NEW GERMAN CHANCELLOR — [744, 1092, 892, 1104]
received-line: (Rec. October 6, 5.5 p.m.) — [970, 1422, 1054, 1432]
article-text: An Italian official report states: "The British broke into the enemy's lines on the Asiago front, and destroyed a number of the enemy's defensive works. The enemy attacked northward of Grappa on the Monte Salarola front, and was repulsed with loss. The Italians defeated the enemy's attempt to cross the Piave."—Aus.-N.Z. Cable Assn.—Reuter. — [734, 2080, 902, 2163]
article-headline: HOW THE AUSTRIANS PUT IT — [938, 588, 1086, 600]
dateline: London, October 5. — [421, 217, 484, 227]
article-text: Holland is sending out invitations.—Aus.-N.Z. Cable Assn. — [734, 589, 902, 610]
article-text: "The Italian right wing, continuing the advance up the Osum, occupied and passed beyond Berat. We continue the pursuit." — [920, 550, 1104, 581]
divider — [504, 287, 716, 291]
received-line: (Rec. October 6, 5.5 p.m.) — [776, 990, 860, 1000]
received-line: (Rec. October 6, 5.5 p.m.) — [970, 1586, 1054, 1596]
article-text: "Instinctively I saw the panorama around, the white signs of trenches in front and behind the dull grey sea with few men and there a ship. I remember thinking unpremeditatingly what a long way the ground 3000 feet was! But, drawing a breath, over I went, and dropped 250 feet, then the ropes began to tighten round me, and I could feel myself swinging to and fro. I saw the other chap floating above me, and I couldn't help thinking we must look like a couple of huge mushrooms dancing in a very strange dream."—Aus.-N.Z. Cable Assn. — [734, 2446, 902, 2569]
subhead-cambrai: HARD FIGHTING ON CAMBRAI ST. QUENTIN FRONT — [38, 140, 222, 205]
dateline: Washington, October 4. — [170, 1308, 246, 1318]
article-text: General d'Esperey (the Allied Commander in the Balkans) announces that the Allies' next blow will be towards Constantinople.—Aus.-N.Z. Cable Assn. — [920, 140, 1104, 171]
article-text: A Serbian communique states: "We repulsed Austro-German reinforcements on October 4 and pressed them towards the old Serbian-Turkish frontier, taking one hundred prisoners."—Aus.-N.Z. Cable Assn. — [920, 356, 1104, 408]
article-headline: 1,840,000 AMERICANS IN THE WAR ZONE — [26, 1292, 234, 1304]
article-text: The "Muenchener Neueste Nachrichten" states that the Kaiser has sent to Sofia a military mission which already has caused the principal railways to be occupied by the Austro-Germans. — [920, 1445, 1104, 1487]
section-headline: THE OFFICIAL REPORTS — [292, 19, 458, 34]
dateline: London, October 5, 2 a.m. — [399, 1214, 484, 1224]
dateline: London, October 5. — [839, 296, 902, 306]
dateline: Paris, October 5. — [192, 1500, 246, 1510]
article-text: An Italian communique states: "In Albania we have passed Lyusna. In Macedonia the Bulgarians facing our positions surrendered at the end of the Monastir-Kicevo road. The surrender began on Thursday. A total of 161 officers, of whom two were brigade commanders, and 7218 other ranks have already been counted, with eight guns, 70 machine-guns, and other material."—Aus.-N.Z. Cable Assn.—Reuter. — [920, 714, 1104, 807]
headline-latest-armistice: THE LATEST—OFFER OF AN ARMISTICE — [740, 354, 896, 383]
article-text: An American communique states: "This morning we resumed the attack westward of the Meuse and overcame stubborn resistance, advancing our lines from 1 to over 3 miles, carrying Hill 250, north of Fleury. We took the villages of Gesnes, Exermont, Chehery, and La Forge. Despite heavy artillery and machine-gun fire we forced the enemy back to the Kriemhilde positions south of Bois de Foret."—Aus.-N.Z. Cable Assn. — [266, 1827, 484, 1909]
article-headline: LEAPING FROM A BALLOON — [746, 2170, 890, 2182]
received-line: (Rec. October 6, 11.55 p.m.) — [772, 1329, 864, 1339]
article-headline: HEAVY DESERTIONS FROM TURKISH ARMY — [943, 1246, 1081, 1269]
article-headline: DR. SOLF BECOMES FOREIGN MINISTER — [741, 1302, 895, 1325]
